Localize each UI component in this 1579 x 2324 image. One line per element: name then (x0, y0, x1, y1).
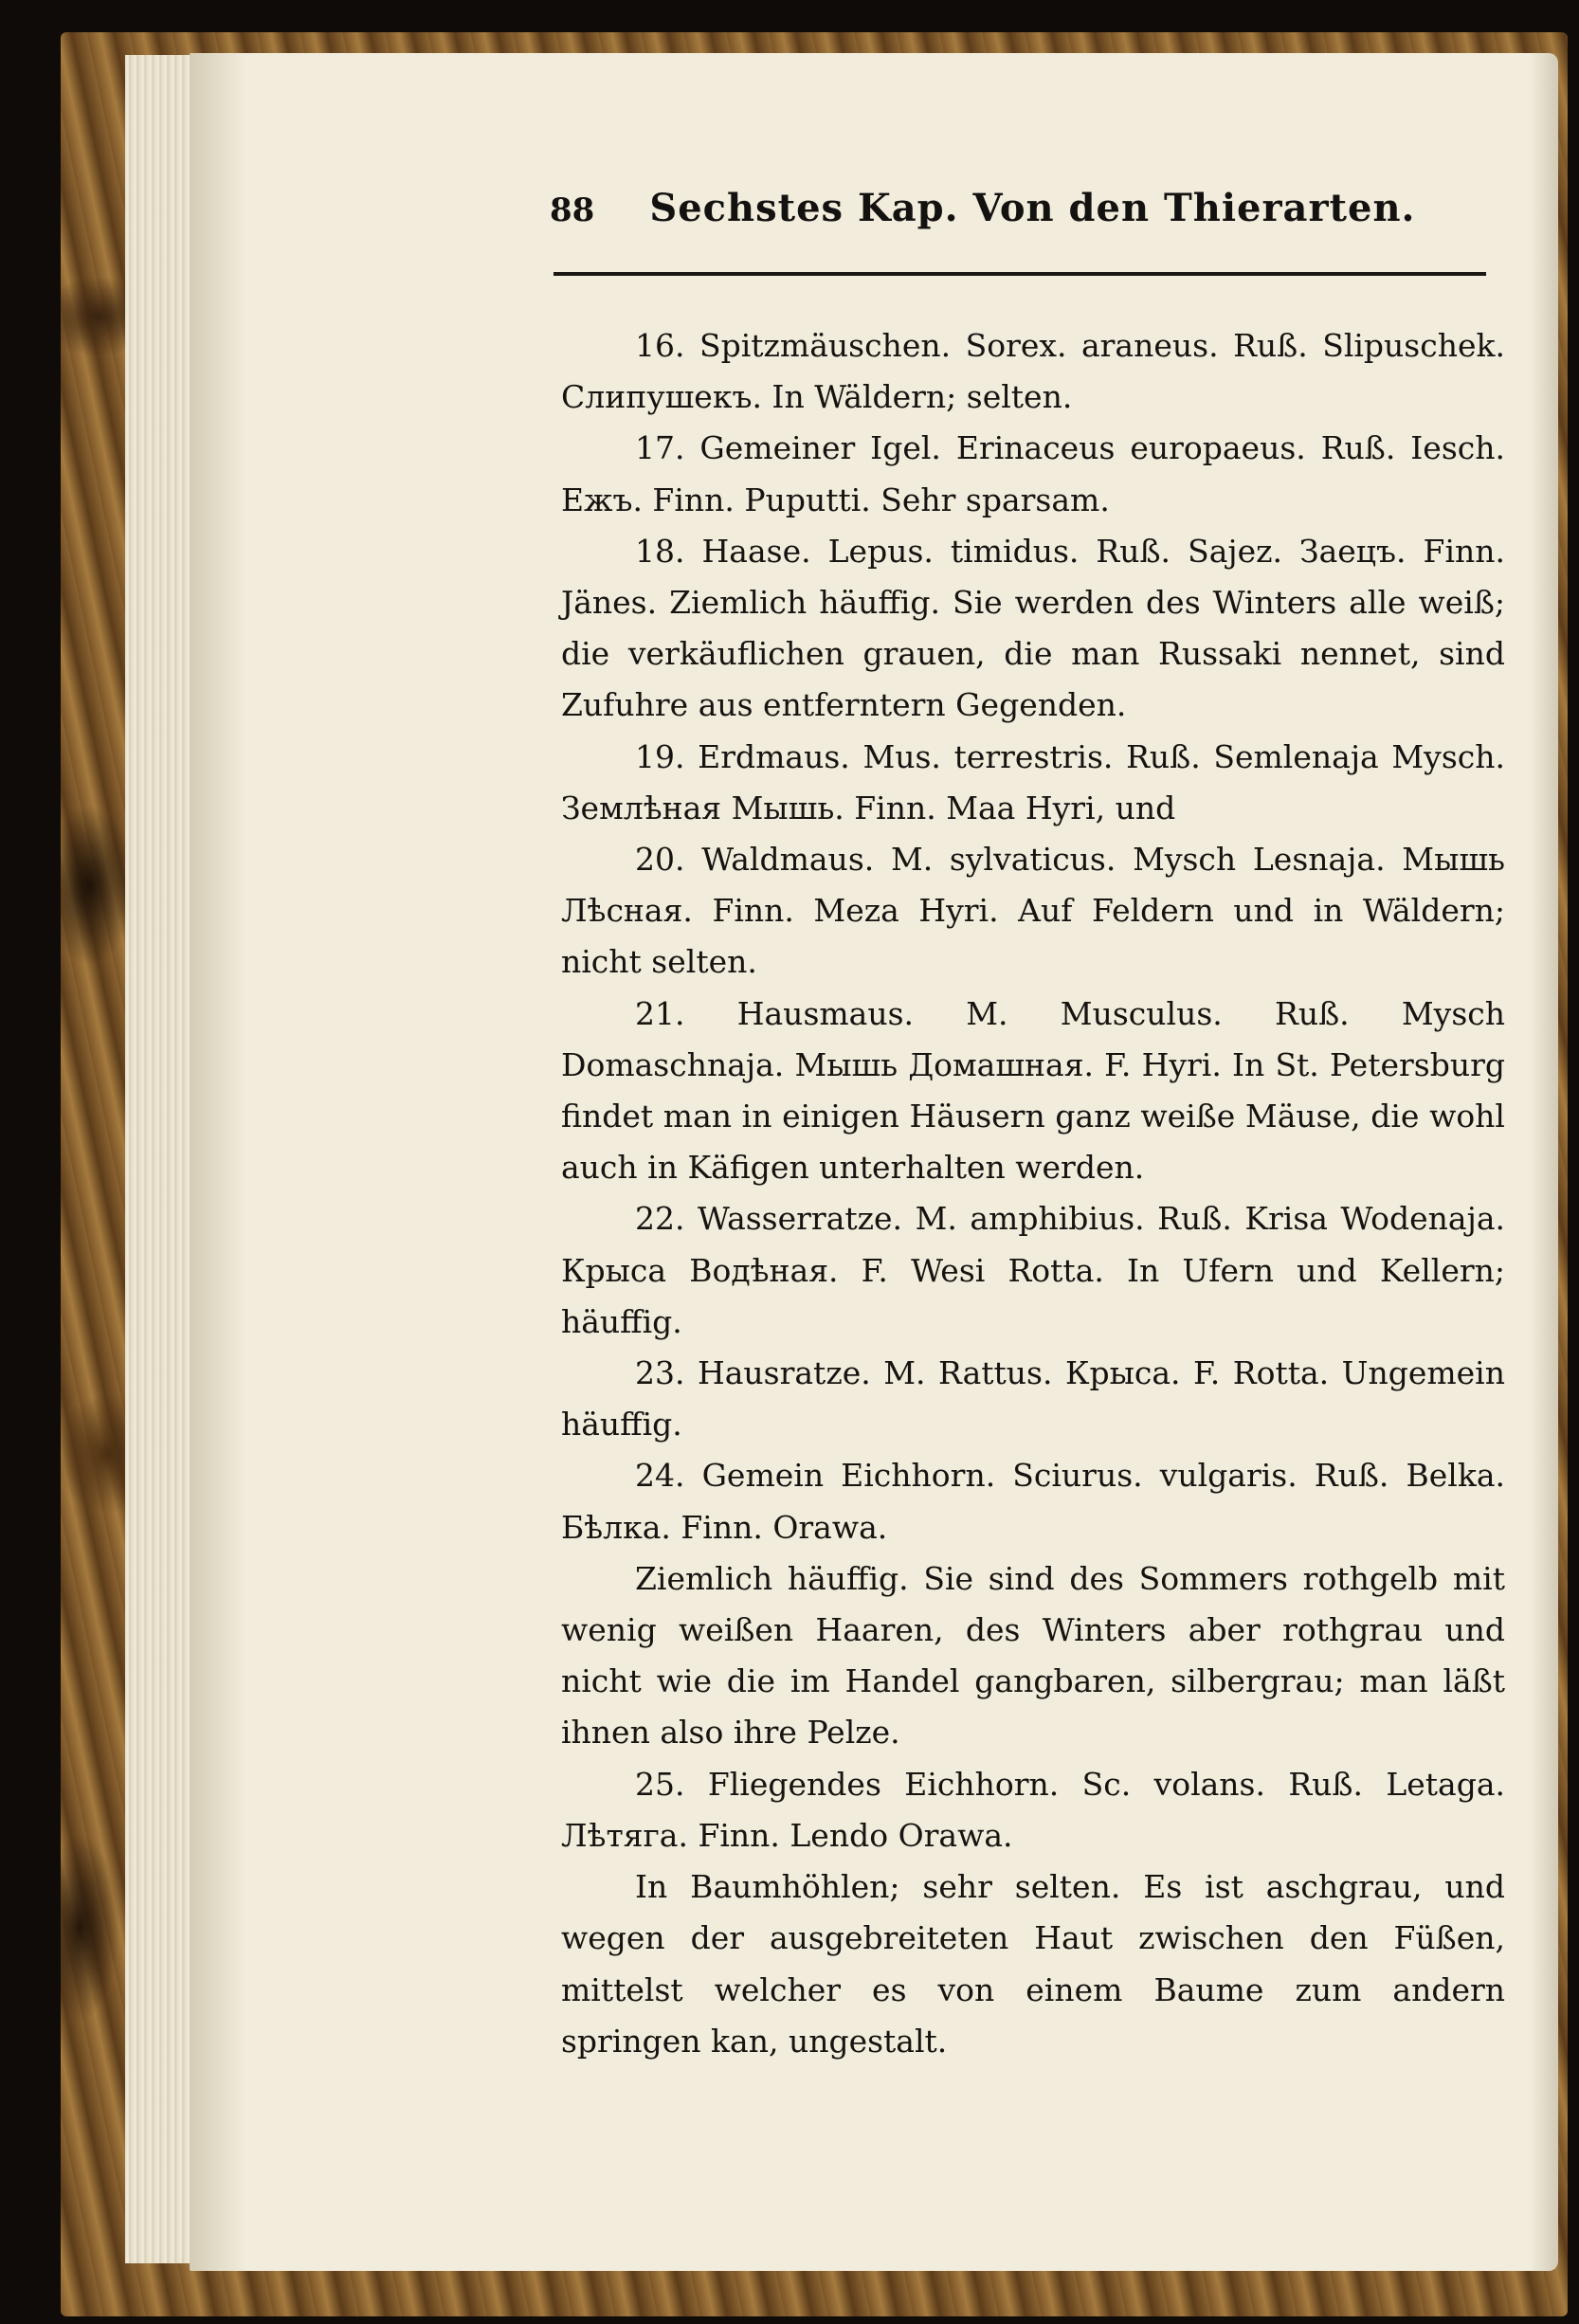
body-text (561, 320, 1505, 2067)
entry-25: 25. Fliegendes Eichhorn. Sc. volans. Ruß. Letaga. Лѣтяга. Finn. Lendo Orawa. (561, 1765, 1505, 1854)
entry-17: 17. Gemeiner Igel. Erinaceus europaeus. Ruß. Iesch. Ежъ. Finn. Puputti. Sehr sparsam. (561, 429, 1505, 518)
entry-16: 16. Spitzmäuschen. Sorex. araneus. Ruß. Slipuschek. Слипушекъ. In Wäldern; selten. (561, 327, 1505, 416)
entry-24: 24. Gemein Eichhorn. Sciurus. vulgaris. Ruß. Belka. Бѣлка. Finn. Orawa. (561, 1457, 1505, 1546)
entry-22: 22. Wasserratze. M. amphibius. Ruß. Krisa Wodenaja. Крыса Водѣная. F. Wesi Rotta. In Ufern und Kellern; häuffig. (561, 1200, 1505, 1340)
entry-19: 19. Erdmaus. Mus. terrestris. Ruß. Semlenaja Mysch. Землѣная Мышь. Finn. Maa Hyri, und (561, 737, 1505, 826)
entry-20: 20. Waldmaus. M. sylvaticus. Mysch Lesnaja. Мышь Лѣсная. Finn. Meza Hyri. Auf Feldern und in Wäldern; nicht selten. (561, 841, 1505, 981)
page-header (550, 186, 1479, 243)
entry-24-description: Ziemlich häuffig. Sie sind des Sommers rothgelb mit wenig weißen Haaren, des Winters aber rothgrau und nicht wie die im Handel gangbaren, silbergrau; man läßt ihnen also ihre Pelze. (561, 1559, 1505, 1752)
header-rule (554, 272, 1486, 276)
entry-25-description: In Baumhöhlen; sehr selten. Es ist aschgrau, und wegen der ausgebreiteten Haut zwischen den Füßen, mittelst welcher es von einem Baume zum andern springen kan, ungestalt. (561, 1868, 1505, 2060)
running-title: Sechstes Kap. Von den Thierarten. (649, 186, 1416, 230)
entry-23: 23. Hausratze. M. Rattus. Крыса. F. Rotta. Ungemein häuffig. (561, 1354, 1505, 1443)
page-number: 88 (550, 191, 595, 229)
entry-21: 21. Hausmaus. M. Musculus. Ruß. Mysch Domaschnaja. Мышь Домашная. F. Hyri. In St. Petersburg findet man in einigen Häusern ganz weiße Mäuse, die wohl auch in Käfigen unterhalten werden. (561, 994, 1505, 1187)
entry-18: 18. Haase. Lepus. timidus. Ruß. Sajez. Заецъ. Finn. Jänes. Ziemlich häuffig. Sie werden des Winters alle weiß; die verkäuflichen grauen, die man Russaki nennet, sind Zufuhre aus entferntern Gegenden. (561, 532, 1505, 724)
